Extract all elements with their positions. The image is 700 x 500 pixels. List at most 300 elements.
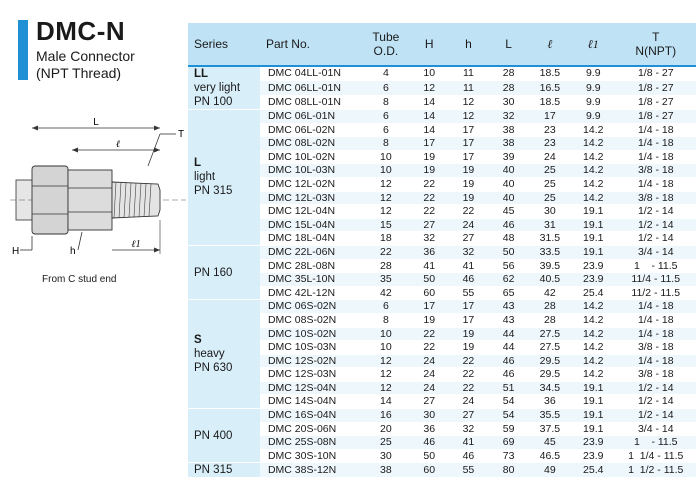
H-cell: 32 [410,232,448,246]
header-T-line2: N(NPT) [635,44,677,58]
H-cell: 50 [410,273,448,287]
series-name: S [194,334,202,347]
ell-cell: 29.5 [529,354,571,368]
H-cell: 36 [410,245,448,259]
table-row [188,381,696,395]
thread-cell: 1 - 11.5 [615,259,696,273]
table-row [188,327,696,341]
tube-od-cell: 8 [362,137,411,151]
table-row [188,463,696,478]
tube-od-cell: 15 [362,218,411,232]
part-no-cell: DMC 08L-02N [260,137,362,151]
thread-cell: 1/4 - 18 [615,123,696,137]
ell-cell: 49 [529,463,571,478]
part-no-cell: DMC 10L-03N [260,164,362,178]
tube-od-cell: 12 [362,354,411,368]
table-row [188,313,696,327]
spec-table-body [188,66,696,478]
tube-od-cell: 42 [362,286,411,300]
L-cell: 69 [489,436,529,450]
table-row [188,422,696,436]
header-L: L [489,23,529,66]
thread-cell: 1/8 - 27 [615,66,696,81]
part-no-cell: DMC 06L-01N [260,110,362,124]
h-cell: 41 [448,436,488,450]
ell-cell: 39.5 [529,259,571,273]
series-detail: very light [194,82,241,94]
table-row [188,123,696,137]
ell1-cell: 14.2 [571,368,615,382]
H-cell: 24 [410,381,448,395]
part-no-cell: DMC 10S-03N [260,341,362,355]
ell-cell: 23 [529,123,571,137]
part-no-cell: DMC 35L-10N [260,273,362,287]
part-no-cell: DMC 14S-04N [260,395,362,409]
ell1-cell: 14.2 [571,341,615,355]
h-cell: 24 [448,218,488,232]
ell1-cell: 9.9 [571,95,615,109]
accent-bar [18,20,28,80]
ell-cell: 42 [529,286,571,300]
thread-cell: 1/2 - 14 [615,218,696,232]
ell-cell: 36 [529,395,571,409]
table-row [188,245,696,259]
thread-cell: 1/8 - 27 [615,81,696,95]
series-detail: heavy [194,348,225,361]
ell1-cell: 14.2 [571,327,615,341]
tube-od-cell: 6 [362,123,411,137]
h-cell: 17 [448,150,488,164]
tube-od-cell: 4 [362,66,411,81]
series-name: PN 160 [194,266,233,279]
table-row [188,286,696,300]
header-h: h [448,23,488,66]
ell-cell: 25 [529,191,571,205]
ell1-cell: 14.2 [571,177,615,191]
dim-T-label: T [178,129,185,140]
L-cell: 46 [489,368,529,382]
table-row [188,273,696,287]
thread-cell: 3/8 - 18 [615,341,696,355]
ell1-cell: 23.9 [571,449,615,463]
series-cell [188,409,260,463]
thread-cell: 1/8 - 27 [615,110,696,124]
series-name: PN 315 [194,464,233,477]
thread-cell: 1 1/2 - 11.5 [615,463,696,478]
table-header-row [188,23,696,66]
series-detail: PN 630 [194,362,233,375]
thread-cell: 1/4 - 18 [615,327,696,341]
table-row [188,177,696,191]
H-cell: 22 [410,327,448,341]
connector-drawing [10,108,190,268]
ell-cell: 16.5 [529,81,571,95]
tube-od-cell: 38 [362,463,411,478]
H-cell: 19 [410,313,448,327]
drawing-caption: From C stud end [42,274,117,285]
tube-od-cell: 6 [362,110,411,124]
table-row [188,191,696,205]
part-no-cell: DMC 12S-04N [260,381,362,395]
ell1-cell: 19.1 [571,245,615,259]
ell-cell: 30 [529,205,571,219]
header-ell1: ℓ1 [571,23,615,66]
spec-table [188,23,696,478]
ell1-cell: 19.1 [571,409,615,423]
ell1-cell: 19.1 [571,205,615,219]
L-cell: 45 [489,205,529,219]
h-cell: 19 [448,177,488,191]
product-subtitle-line1: Male Connector [36,48,135,64]
header-tube-od-line1: Tube [372,30,400,44]
h-cell: 11 [448,66,488,81]
part-no-cell: DMC 06S-02N [260,300,362,314]
table-row [188,341,696,355]
thread-cell: 11/4 - 11.5 [615,273,696,287]
ell1-cell: 14.2 [571,150,615,164]
header-series: Series [188,23,260,66]
table-row [188,81,696,95]
series-detail: PN 100 [194,96,233,108]
H-cell: 22 [410,205,448,219]
table-row [188,449,696,463]
thread-cell: 11/2 - 11.5 [615,286,696,300]
part-no-cell: DMC 12L-04N [260,205,362,219]
thread-cell: 1/4 - 18 [615,313,696,327]
ell-cell: 33.5 [529,245,571,259]
thread-cell: 1/2 - 14 [615,381,696,395]
ell-cell: 17 [529,110,571,124]
L-cell: 28 [489,81,529,95]
L-cell: 39 [489,150,529,164]
table-row [188,205,696,219]
thread-cell: 1/2 - 14 [615,395,696,409]
part-no-cell: DMC 12S-02N [260,354,362,368]
dim-ell1-label: ℓ1 [131,239,141,250]
tube-od-cell: 10 [362,327,411,341]
h-cell: 27 [448,232,488,246]
tube-od-cell: 8 [362,313,411,327]
part-no-cell: DMC 10S-02N [260,327,362,341]
H-cell: 30 [410,409,448,423]
L-cell: 65 [489,286,529,300]
ell-cell: 27.5 [529,327,571,341]
h-cell: 46 [448,449,488,463]
table-row [188,164,696,178]
h-cell: 12 [448,95,488,109]
part-no-cell: DMC 08LL-01N [260,95,362,109]
L-cell: 32 [489,110,529,124]
ell1-cell: 19.1 [571,422,615,436]
ell-cell: 24 [529,150,571,164]
L-cell: 46 [489,218,529,232]
tube-od-cell: 25 [362,436,411,450]
h-cell: 24 [448,395,488,409]
H-cell: 22 [410,191,448,205]
series-cell [188,110,260,246]
thread-cell: 1/8 - 27 [615,95,696,109]
thread-cell: 3/8 - 18 [615,164,696,178]
thread-cell: 1 1/4 - 11.5 [615,449,696,463]
part-no-cell: DMC 15L-04N [260,218,362,232]
table-row [188,259,696,273]
H-cell: 19 [410,164,448,178]
part-no-cell: DMC 22L-06N [260,245,362,259]
table-row [188,300,696,314]
part-no-cell: DMC 16S-04N [260,409,362,423]
header-part-no: Part No. [260,23,362,66]
series-detail: light [194,171,216,184]
thread-cell: 3/4 - 14 [615,245,696,259]
table-row [188,409,696,423]
ell1-cell: 14.2 [571,164,615,178]
H-cell: 41 [410,259,448,273]
h-cell: 17 [448,313,488,327]
h-cell: 12 [448,110,488,124]
ell1-cell: 25.4 [571,286,615,300]
header-tube-od [362,23,411,66]
ell1-cell: 14.2 [571,123,615,137]
product-title: DMC-N [36,16,126,46]
ell1-cell: 19.1 [571,218,615,232]
h-cell: 46 [448,273,488,287]
H-cell: 24 [410,354,448,368]
table-row [188,395,696,409]
L-cell: 51 [489,381,529,395]
tube-od-cell: 16 [362,409,411,423]
dim-H-label: H [12,246,20,257]
thread-cell: 1/4 - 18 [615,300,696,314]
ell1-cell: 9.9 [571,110,615,124]
tube-od-cell: 30 [362,449,411,463]
tube-od-cell: 10 [362,150,411,164]
tube-od-cell: 22 [362,245,411,259]
table-row [188,95,696,109]
part-no-cell: DMC 08S-02N [260,313,362,327]
L-cell: 73 [489,449,529,463]
L-cell: 43 [489,313,529,327]
h-cell: 32 [448,422,488,436]
part-no-cell: DMC 20S-06N [260,422,362,436]
tube-od-cell: 10 [362,341,411,355]
H-cell: 36 [410,422,448,436]
dim-L-label: L [93,117,99,128]
tube-od-cell: 10 [362,164,411,178]
H-cell: 27 [410,395,448,409]
L-cell: 38 [489,123,529,137]
H-cell: 14 [410,110,448,124]
H-cell: 46 [410,436,448,450]
L-cell: 59 [489,422,529,436]
part-no-cell: DMC 06L-02N [260,123,362,137]
part-no-cell: DMC 12L-02N [260,177,362,191]
series-cell [188,300,260,409]
tube-od-cell: 12 [362,205,411,219]
L-cell: 80 [489,463,529,478]
thread-cell: 1/4 - 18 [615,137,696,151]
series-name: L [194,157,202,170]
table-row [188,137,696,151]
series-detail: PN 315 [194,185,233,198]
tube-od-cell: 28 [362,259,411,273]
h-cell: 55 [448,286,488,300]
ell-cell: 28 [529,300,571,314]
table-row [188,436,696,450]
dim-ell-label: ℓ [115,139,121,150]
L-cell: 40 [489,191,529,205]
h-cell: 32 [448,245,488,259]
ell-cell: 28 [529,313,571,327]
ell-cell: 29.5 [529,368,571,382]
part-no-cell: DMC 12L-03N [260,191,362,205]
L-cell: 43 [489,300,529,314]
h-cell: 19 [448,327,488,341]
ell-cell: 34.5 [529,381,571,395]
ell-cell: 23 [529,137,571,151]
part-no-cell: DMC 18L-04N [260,232,362,246]
H-cell: 27 [410,218,448,232]
ell-cell: 31 [529,218,571,232]
thread-cell: 3/8 - 18 [615,191,696,205]
ell1-cell: 14.2 [571,300,615,314]
header-tube-od-line2: O.D. [373,44,399,58]
table-row [188,218,696,232]
L-cell: 48 [489,232,529,246]
L-cell: 40 [489,164,529,178]
header-T [615,23,696,66]
header-T-line1: T [652,30,660,44]
table-row [188,368,696,382]
tube-od-cell: 8 [362,95,411,109]
thread-cell: 3/8 - 18 [615,368,696,382]
L-cell: 44 [489,327,529,341]
ell-cell: 18.5 [529,66,571,81]
ell1-cell: 25.4 [571,463,615,478]
header-ell: ℓ [529,23,571,66]
tube-od-cell: 12 [362,177,411,191]
part-no-cell: DMC 04LL-01N [260,66,362,81]
ell1-cell: 19.1 [571,232,615,246]
tube-od-cell: 12 [362,191,411,205]
table-row [188,110,696,124]
H-cell: 24 [410,368,448,382]
series-cell [188,245,260,299]
h-cell: 19 [448,191,488,205]
thread-cell: 1 - 11.5 [615,436,696,450]
ell-cell: 31.5 [529,232,571,246]
ell-cell: 35.5 [529,409,571,423]
table-row [188,150,696,164]
H-cell: 14 [410,95,448,109]
H-cell: 12 [410,81,448,95]
thread-cell: 1/4 - 18 [615,177,696,191]
title-block [18,18,178,82]
ell-cell: 37.5 [529,422,571,436]
ell1-cell: 19.1 [571,395,615,409]
part-no-cell: DMC 10L-02N [260,150,362,164]
ell1-cell: 14.2 [571,137,615,151]
h-cell: 22 [448,381,488,395]
h-cell: 55 [448,463,488,478]
ell-cell: 40.5 [529,273,571,287]
tube-od-cell: 6 [362,81,411,95]
H-cell: 17 [410,137,448,151]
L-cell: 50 [489,245,529,259]
tube-od-cell: 20 [362,422,411,436]
part-no-cell: DMC 38S-12N [260,463,362,478]
series-cell [188,463,260,478]
series-name: LL [194,68,209,80]
part-no-cell: DMC 25S-08N [260,436,362,450]
thread-cell: 3/4 - 14 [615,422,696,436]
series-cell [188,66,260,110]
h-cell: 22 [448,205,488,219]
part-no-cell: DMC 30S-10N [260,449,362,463]
ell1-cell: 23.9 [571,273,615,287]
h-cell: 19 [448,164,488,178]
H-cell: 22 [410,341,448,355]
h-cell: 41 [448,259,488,273]
h-cell: 17 [448,300,488,314]
ell-cell: 45 [529,436,571,450]
L-cell: 54 [489,409,529,423]
part-no-cell: DMC 42L-12N [260,286,362,300]
part-no-cell: DMC 28L-08N [260,259,362,273]
ell1-cell: 23.9 [571,259,615,273]
tube-od-cell: 12 [362,368,411,382]
L-cell: 40 [489,177,529,191]
thread-cell: 1/4 - 18 [615,150,696,164]
h-cell: 19 [448,341,488,355]
ell1-cell: 9.9 [571,81,615,95]
h-cell: 27 [448,409,488,423]
L-cell: 54 [489,395,529,409]
H-cell: 10 [410,66,448,81]
ell1-cell: 23.9 [571,436,615,450]
L-cell: 28 [489,66,529,81]
L-cell: 30 [489,95,529,109]
tube-od-cell: 12 [362,381,411,395]
tube-od-cell: 14 [362,395,411,409]
ell-cell: 27.5 [529,341,571,355]
L-cell: 38 [489,137,529,151]
thread-cell: 1/2 - 14 [615,205,696,219]
table-row [188,354,696,368]
thread-cell: 1/2 - 14 [615,232,696,246]
tube-od-cell: 35 [362,273,411,287]
ell1-cell: 9.9 [571,66,615,81]
series-name: PN 400 [194,429,233,442]
ell1-cell: 14.2 [571,313,615,327]
H-cell: 60 [410,463,448,478]
H-cell: 17 [410,300,448,314]
h-cell: 22 [448,354,488,368]
L-cell: 56 [489,259,529,273]
product-subtitle-line2: (NPT Thread) [36,65,122,81]
h-cell: 17 [448,137,488,151]
L-cell: 62 [489,273,529,287]
tube-od-cell: 18 [362,232,411,246]
part-no-cell: DMC 12S-03N [260,368,362,382]
dim-h-label: h [70,246,76,257]
table-row [188,66,696,81]
thread-cell: 1/4 - 18 [615,354,696,368]
h-cell: 22 [448,368,488,382]
ell-cell: 18.5 [529,95,571,109]
part-no-cell: DMC 06LL-01N [260,81,362,95]
ell1-cell: 14.2 [571,354,615,368]
connector-drawing-svg [10,108,190,268]
